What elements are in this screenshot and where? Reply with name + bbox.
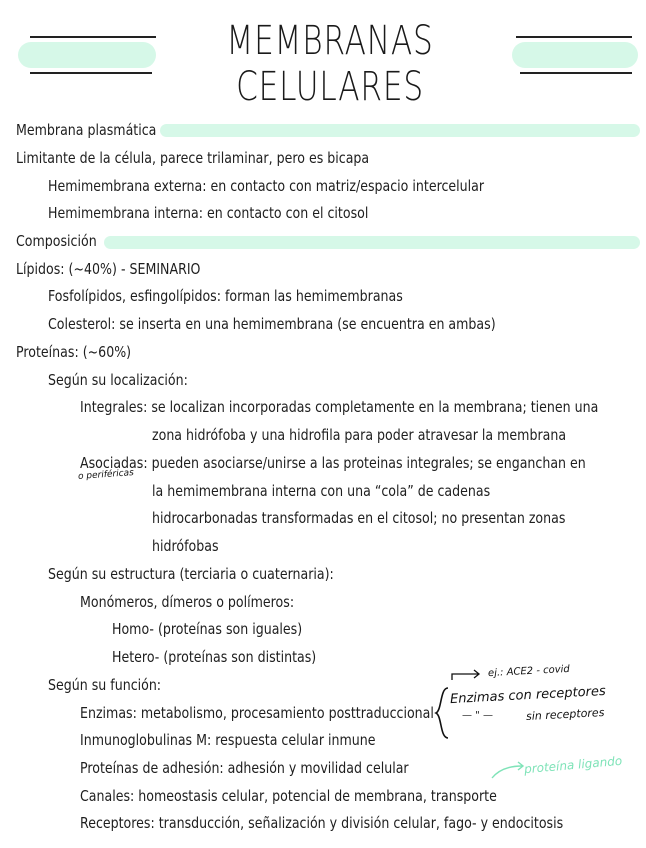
- right-rule-bottom: [520, 72, 632, 74]
- text-line: Según su función:: [48, 676, 162, 694]
- text-line: Hemimembrana externa: en contacto con matriz/espacio intercelular: [48, 177, 485, 195]
- text-line: Integrales: se localizan incorporadas completamente en la membrana; tienen una: [80, 398, 599, 416]
- annotation-enzimas-con: Enzimas con receptores: [449, 683, 607, 708]
- right-rule-top: [516, 36, 632, 38]
- section-heading-composicion: Composición: [16, 232, 97, 250]
- left-rule-top: [30, 36, 156, 38]
- text-line: Receptores: transducción, señalización y división celular, fago- y endocitosis: [80, 814, 564, 832]
- annotation-perifericas: o periféricas: [77, 468, 135, 482]
- left-rule-bottom: [30, 72, 152, 74]
- text-line: hidrófobas: [152, 537, 219, 555]
- text-line: hidrocarbonadas transformadas en el citosol; no presentan zonas: [152, 509, 566, 527]
- text-line: Lípidos: (~40%) - SEMINARIO: [16, 260, 201, 278]
- text-line: Hetero- (proteínas son distintas): [112, 648, 317, 666]
- section-highlight-composicion: [104, 236, 640, 249]
- annotation-proteina-ligando: proteína ligando: [523, 753, 623, 777]
- text-line: Proteínas: (~60%): [16, 343, 132, 361]
- right-accent-bar: [512, 42, 638, 68]
- title-header: [0, 0, 646, 110]
- text-line: Enzimas: metabolismo, procesamiento posttraduccional: [80, 704, 434, 722]
- annotation-ditto: — " —: [462, 710, 493, 721]
- arrow-icon: [448, 664, 488, 684]
- section-highlight-membrana: [160, 124, 640, 137]
- left-accent-bar: [18, 42, 156, 68]
- text-line: Colesterol: se inserta en una hemimembrana (se encuentra en ambas): [48, 315, 496, 333]
- text-line: Canales: homeostasis celular, potencial de membrana, transporte: [80, 787, 497, 805]
- page-title: MEMBRANAS CELULARES: [226, 18, 434, 110]
- text-line: Según su localización:: [48, 371, 188, 389]
- text-line: la hemimembrana interna con una “cola” de cadenas: [152, 482, 491, 500]
- text-line: Inmunoglobulinas M: respuesta celular inmune: [80, 731, 376, 749]
- text-line: Fosfolípidos, esfingolípidos: forman las hemimembranas: [48, 287, 403, 305]
- text-line: Proteínas de adhesión: adhesión y movilidad celular: [80, 759, 409, 777]
- text-line: zona hidrófoba y una hidrofila para poder atravesar la membrana: [152, 426, 567, 444]
- curly-brace-icon: [434, 686, 450, 740]
- annotation-enzimas-sin: sin receptores: [525, 705, 605, 724]
- text-line: Monómeros, dímeros o polímeros:: [80, 593, 295, 611]
- text-line: Asociadas: pueden asociarse/unirse a las proteinas integrales; se enganchan en: [80, 454, 586, 472]
- text-line: Hemimembrana interna: en contacto con el citosol: [48, 204, 369, 222]
- text-line: Según su estructura (terciaria o cuaternaria):: [48, 565, 334, 583]
- green-arrow-icon: [488, 760, 528, 782]
- annotation-example: ej.: ACE2 - covid: [487, 663, 571, 680]
- text-line: Limitante de la célula, parece trilaminar, pero es bicapa: [16, 149, 370, 167]
- section-heading-membrana: Membrana plasmática: [16, 121, 157, 139]
- text-line: Homo- (proteínas son iguales): [112, 620, 303, 638]
